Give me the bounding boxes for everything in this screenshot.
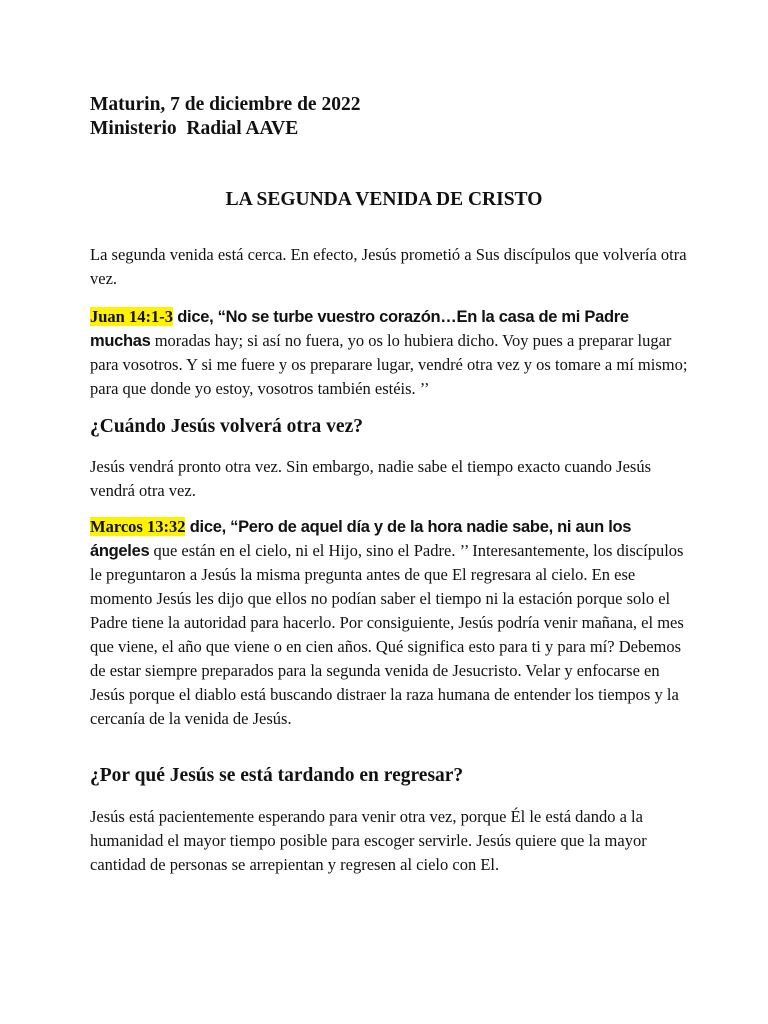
when-text: Jesús vendrá pronto otra vez. Sin embargo, nadie sabe el tiempo exacto cuando Jesús vendrá otra vez.	[90, 457, 651, 500]
heading-why-text: ¿Por qué Jesús se está tardando en regresar?	[90, 765, 464, 786]
verse-quote-rest: que están en el cielo, ni el Hijo, sino el Padre. ’’ Interesantemente, los discípulos le preguntaron a Jesús la misma pregunta antes de que El regresara al cielo. En ese momento Jesús les dijo que ellos no podían saber el tiempo ni la estación porque solo el Padre tiene la autoridad para hacerlo. Por consiguiente, Jesús podría venir mañana, el mes que viene, el año que viene o en cien años. Qué significa esto para ti y para mí? Debemos de estar siempre preparados para la segunda venida de Jesucristo. Velar y enfocarse en Jesús porque el diablo está buscando distraer la raza humana de entender los tiempos y la cercanía de la venida de Jesús.	[90, 541, 684, 728]
document-title: LA SEGUNDA VENIDA DE CRISTO	[225, 189, 543, 210]
verse-quote-lead: dice, “Pero de aquel día y de la hora nadie sabe, ni aun los ángeles	[90, 518, 632, 560]
verse-reference-highlight: Juan 14:1-3	[90, 307, 173, 326]
verse-reference-highlight: Marcos 13:32	[90, 517, 186, 536]
section-heading-when	[90, 415, 690, 439]
intro-text: La segunda venida está cerca. En efecto, Jesús prometió a Sus discípulos que volvería otra vez.	[90, 245, 687, 288]
verse-marcos-paragraph	[90, 515, 690, 731]
why-paragraph	[90, 805, 690, 877]
when-paragraph	[90, 455, 690, 503]
verse-juan-paragraph	[90, 305, 690, 401]
ministry-line: Ministerio Radial AAVE	[90, 118, 299, 139]
verse-marcos-text	[90, 515, 690, 731]
heading-when-text: ¿Cuándo Jesús volverá otra vez?	[90, 416, 363, 437]
intro-paragraph	[90, 243, 690, 291]
document-header	[90, 93, 690, 141]
verse-juan-text	[90, 305, 690, 401]
verse-quote-rest: moradas hay; si así no fuera, yo os lo hubiera dicho. Voy pues a preparar lugar para vosotros. Y si me fuere y os preparare lugar, vendré otra vez y os tomare a mí mismo; para que donde yo estoy, vosotros también estéis. ’’	[90, 331, 688, 398]
section-heading-why	[90, 764, 690, 788]
why-text: Jesús está pacientemente esperando para venir otra vez, porque Él le está dando a la humanidad el mayor tiempo posible para escoger servirle. Jesús quiere que la mayor cantidad de personas se arrepientan y regresen al cielo con El.	[90, 807, 647, 874]
date-line: Maturin, 7 de diciembre de 2022	[90, 94, 361, 115]
verse-quote-lead: dice, “No se turbe vuestro corazón…En la casa de mi Padre muchas	[90, 308, 629, 350]
